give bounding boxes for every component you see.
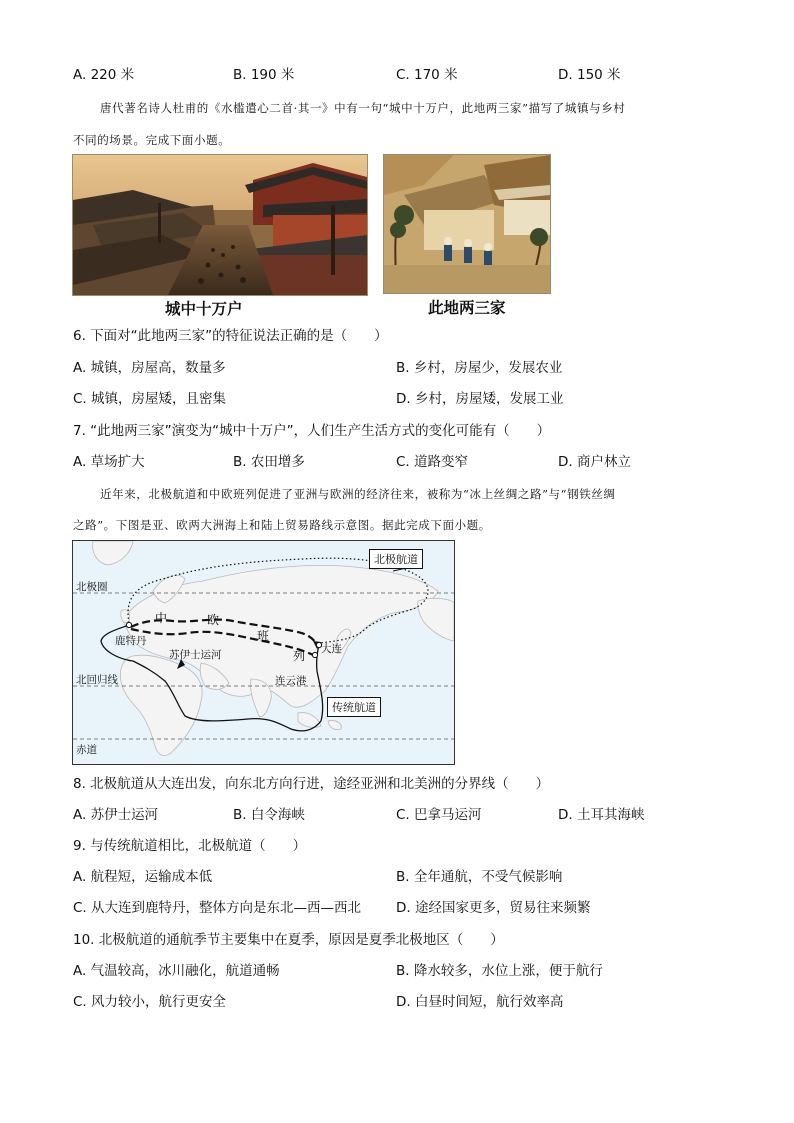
dalian-label: 大连 — [321, 643, 342, 655]
q6-option-b: B. 乡村，房屋少，发展农业 — [396, 360, 563, 376]
q6-option-c: C. 城镇，房屋矮，且密集 — [73, 391, 227, 407]
q6-option-a: A. 城镇，房屋高，数量多 — [73, 360, 226, 376]
rotterdam-label: 鹿特丹 — [115, 635, 147, 647]
passage2-line2: 之路”。下图是亚、欧两大洲海上和陆上贸易路线示意图。据此完成下面小题。 — [73, 518, 491, 532]
q8-option-d: D. 土耳其海峡 — [558, 807, 645, 823]
q9-option-a: A. 航程短，运输成本低 — [73, 869, 213, 885]
q10-option-b: B. 降水较多，水位上涨，便于航行 — [396, 963, 603, 979]
equator-label: 赤道 — [76, 744, 97, 756]
lianyungang-label: 连云港 — [275, 675, 307, 687]
q8-option-a: A. 苏伊士运河 — [73, 807, 159, 823]
city-caption: 城中十万户 — [165, 300, 243, 318]
q7-option-b: B. 农田增多 — [233, 454, 305, 470]
village-caption: 此地两三家 — [428, 299, 506, 317]
q7-option-a: A. 草场扩大 — [73, 454, 145, 470]
q5-option-d: D. 150 米 — [558, 67, 621, 83]
q8-option-b: B. 白令海峡 — [233, 807, 305, 823]
village-image — [383, 154, 551, 294]
q5-option-b: B. 190 米 — [233, 67, 295, 83]
q9-stem: 9. 与传统航道相比，北极航道（ ） — [73, 838, 307, 854]
suez-label: 苏伊士运河 — [169, 649, 222, 661]
q9-option-d: D. 途经国家更多，贸易往来频繁 — [396, 900, 591, 916]
rail-char-4: 列 — [293, 649, 306, 663]
q7-stem: 7. “此地两三家”演变为“城中十万户”，人们生产生活方式的变化可能有（ ） — [73, 423, 551, 439]
q10-stem: 10. 北极航道的通航季节主要集中在夏季，原因是夏季北极地区（ ） — [73, 932, 504, 948]
q10-option-d: D. 白昼时间短，航行效率高 — [396, 994, 564, 1010]
q8-stem: 8. 北极航道从大连出发，向东北方向行进，途经亚洲和北美洲的分界线（ ） — [73, 776, 550, 792]
q10-option-c: C. 风力较小，航行更安全 — [73, 994, 227, 1010]
rail-char-2: 欧 — [207, 613, 220, 627]
q5-option-c: C. 170 米 — [396, 67, 458, 83]
arctic-route-label: 北极航道 — [369, 549, 423, 569]
city-image — [72, 154, 368, 296]
rail-char-3: 班 — [257, 629, 270, 643]
q9-option-b: B. 全年通航，不受气候影响 — [396, 869, 563, 885]
q6-option-d: D. 乡村，房屋矮，发展工业 — [396, 391, 564, 407]
map-graphic — [73, 541, 454, 764]
q9-option-c: C. 从大连到鹿特丹，整体方向是东北—西—西北 — [73, 900, 362, 916]
q7-option-c: C. 道路变窄 — [396, 454, 469, 470]
q7-option-d: D. 商户林立 — [558, 454, 631, 470]
q8-option-c: C. 巴拿马运河 — [396, 807, 482, 823]
rail-char-1: 中 — [155, 611, 168, 625]
trade-route-map — [72, 540, 455, 765]
passage1-line2: 不同的场景。完成下面小题。 — [73, 133, 231, 147]
q10-option-a: A. 气温较高，冰川融化，航道通畅 — [73, 963, 280, 979]
q5-option-a: A. 220 米 — [73, 67, 135, 83]
arctic-circle-label: 北极圈 — [76, 581, 108, 593]
traditional-route-label: 传统航道 — [327, 697, 381, 717]
passage1-line1: 唐代著名诗人杜甫的《水槛遣心二首·其一》中有一句“城中十万户，此地两三家”描写了城镇与乡村 — [100, 101, 626, 115]
tropic-label: 北回归线 — [76, 674, 118, 686]
q6-stem: 6. 下面对“此地两三家”的特征说法正确的是（ ） — [73, 328, 388, 344]
passage2-line1: 近年来，北极航道和中欧班列促进了亚洲与欧洲的经济往来，被称为“冰上丝绸之路”与“钢铁丝绸 — [100, 487, 616, 501]
